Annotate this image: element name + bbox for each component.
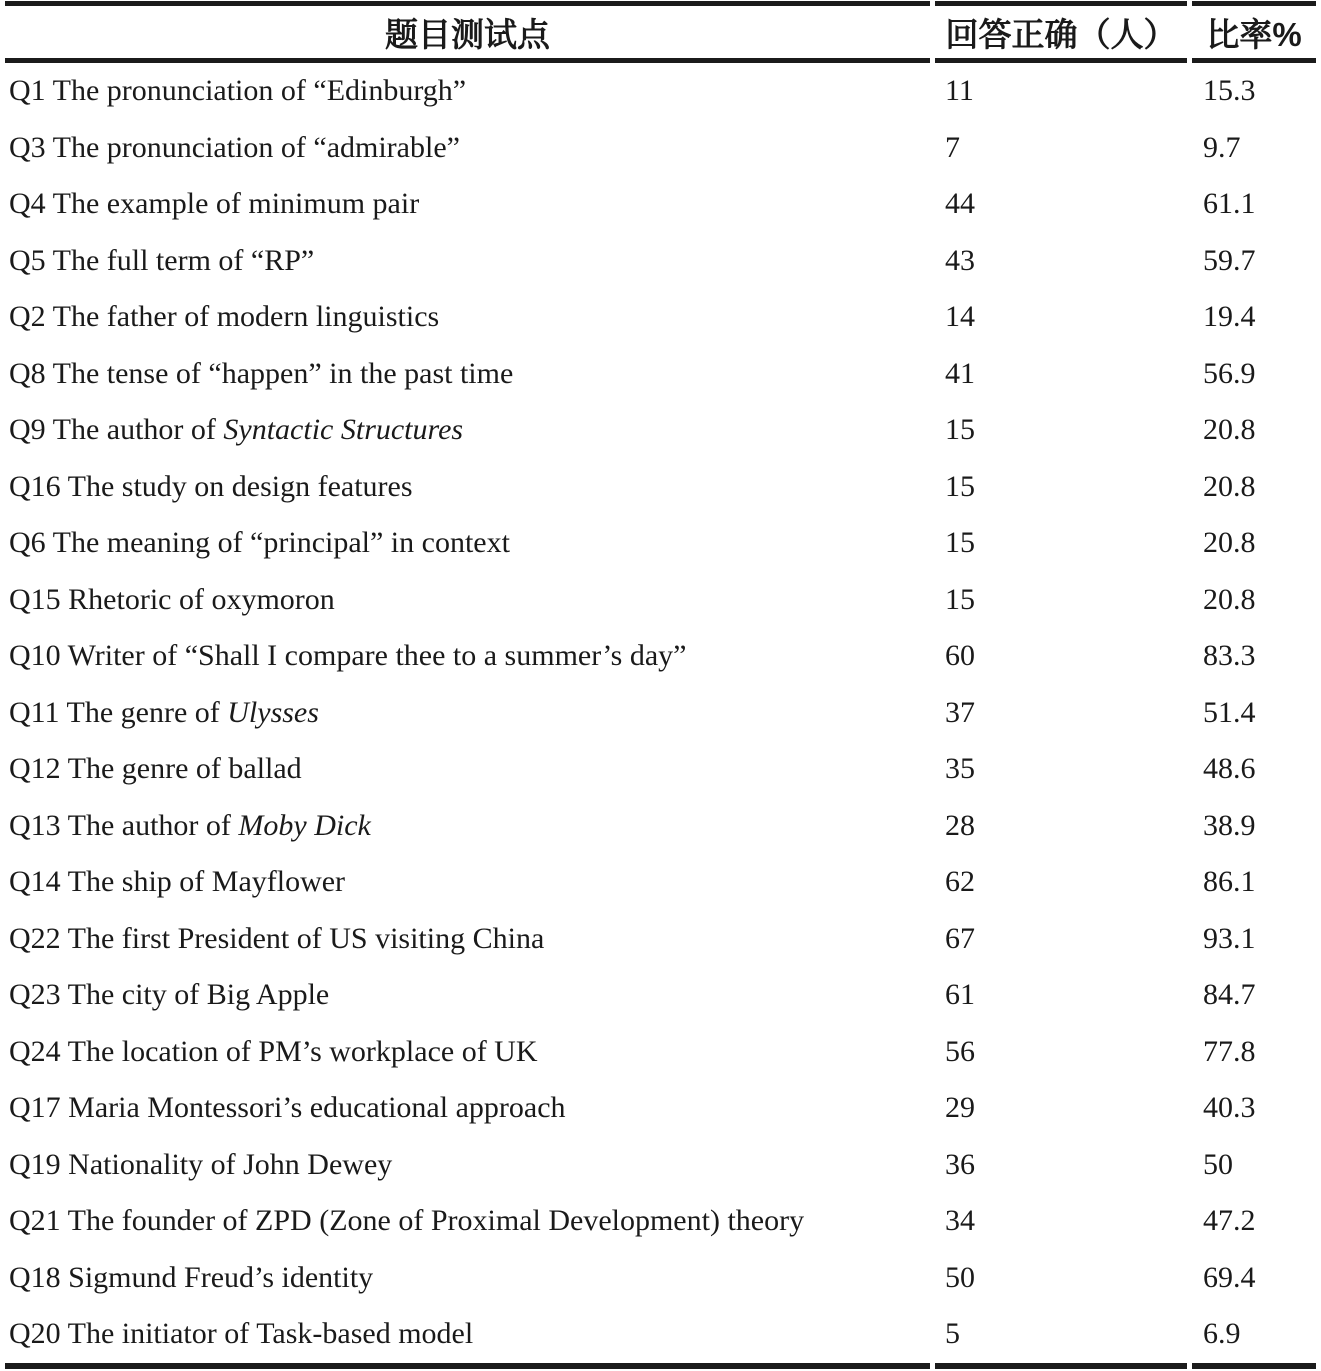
table-row: [5, 1193, 1316, 1250]
table-row: [5, 515, 1316, 572]
question-cell: [5, 176, 930, 233]
table-row: [5, 741, 1316, 798]
rate-cell: 48.6: [1203, 752, 1256, 786]
question-cell: [5, 1306, 930, 1369]
question-text: Q11 The genre of: [9, 695, 228, 729]
table-row: [5, 798, 1316, 855]
question-text: Q4 The example of minimum pair: [9, 187, 420, 221]
question-text: Q21 The founder of ZPD (Zone of Proximal Development) theory: [9, 1204, 805, 1238]
correct-count-cell: 67: [945, 921, 975, 955]
table-row: [5, 685, 1316, 742]
table-row: [5, 628, 1316, 685]
correct-count-cell: 41: [945, 356, 975, 390]
table-row: [5, 1250, 1316, 1307]
question-cell: [5, 628, 930, 685]
table-row: [5, 854, 1316, 911]
col-header-question: 题目测试点: [5, 1, 930, 63]
rate-cell: 61.1: [1203, 187, 1256, 221]
rate-cell: 93.1: [1203, 921, 1256, 955]
question-cell: [5, 233, 930, 290]
correct-count-cell: 43: [945, 243, 975, 277]
question-text: Q22 The first President of US visiting China: [9, 921, 545, 955]
header-row: [5, 1, 1316, 63]
question-text: Q12 The genre of ballad: [9, 752, 302, 786]
table-row: [5, 233, 1316, 290]
table-row: [5, 402, 1316, 459]
table-row: [5, 346, 1316, 403]
table-header: [5, 1, 1316, 63]
question-title-italic: Ulysses: [227, 695, 319, 729]
question-cell: [5, 741, 930, 798]
question-text: Q13 The author of: [9, 808, 239, 842]
rate-cell: 19.4: [1203, 300, 1256, 334]
rate-cell: 56.9: [1203, 356, 1256, 390]
question-cell: [5, 1137, 930, 1194]
question-cell: [5, 685, 930, 742]
table-row: [5, 1080, 1316, 1137]
question-cell: [5, 346, 930, 403]
correct-count-cell: 62: [945, 865, 975, 899]
rate-cell: 9.7: [1203, 130, 1241, 164]
question-cell: [5, 572, 930, 629]
correct-count-cell: 37: [945, 695, 975, 729]
correct-count-cell: 11: [945, 74, 974, 108]
question-cell: [5, 1024, 930, 1081]
table-row: [5, 1024, 1316, 1081]
table-row: [5, 176, 1316, 233]
question-cell: [5, 459, 930, 516]
rate-cell: 51.4: [1203, 695, 1256, 729]
results-table: [0, 1, 1321, 1369]
correct-count-cell: 15: [945, 469, 975, 503]
question-text: Q2 The father of modern linguistics: [9, 300, 440, 334]
question-cell: [5, 120, 930, 177]
rate-cell: 20.8: [1203, 582, 1256, 616]
question-cell: [5, 289, 930, 346]
correct-count-cell: 28: [945, 808, 975, 842]
correct-count-cell: 29: [945, 1091, 975, 1125]
question-cell: [5, 1080, 930, 1137]
table-body: [5, 63, 1316, 1369]
question-text: Q20 The initiator of Task-based model: [9, 1317, 474, 1351]
correct-count-cell: 15: [945, 526, 975, 560]
table-row: [5, 967, 1316, 1024]
table-row: [5, 911, 1316, 968]
rate-cell: 59.7: [1203, 243, 1256, 277]
rate-cell: 20.8: [1203, 413, 1256, 447]
table-row: [5, 1306, 1316, 1369]
question-text: Q15 Rhetoric of oxymoron: [9, 582, 335, 616]
rate-cell: 69.4: [1203, 1260, 1256, 1294]
question-text: Q16 The study on design features: [9, 469, 413, 503]
correct-count-cell: 15: [945, 413, 975, 447]
table-row: [5, 289, 1316, 346]
question-text: Q8 The tense of “happen” in the past time: [9, 356, 514, 390]
correct-count-cell: 50: [945, 1260, 975, 1294]
correct-count-cell: 56: [945, 1034, 975, 1068]
question-text: Q23 The city of Big Apple: [9, 978, 330, 1012]
rate-cell: 40.3: [1203, 1091, 1256, 1125]
question-cell: [5, 911, 930, 968]
table-row: [5, 572, 1316, 629]
question-cell: [5, 63, 930, 120]
question-text: Q6 The meaning of “principal” in context: [9, 526, 510, 560]
rate-cell: 20.8: [1203, 526, 1256, 560]
question-text: Q17 Maria Montessori’s educational approach: [9, 1091, 566, 1125]
question-cell: [5, 1193, 930, 1250]
question-text: Q10 Writer of “Shall I compare thee to a summer’s day”: [9, 639, 687, 673]
table-row: [5, 459, 1316, 516]
table-row: [5, 1137, 1316, 1194]
correct-count-cell: 61: [945, 978, 975, 1012]
table-row: [5, 120, 1316, 177]
rate-cell: 83.3: [1203, 639, 1256, 673]
rate-cell: 47.2: [1203, 1204, 1256, 1238]
correct-count-cell: 35: [945, 752, 975, 786]
question-text: Q19 Nationality of John Dewey: [9, 1147, 393, 1181]
question-cell: [5, 798, 930, 855]
correct-count-cell: 14: [945, 300, 975, 334]
correct-count-cell: 36: [945, 1147, 975, 1181]
col-header-correct-count: 回答正确（人）: [935, 1, 1187, 63]
question-cell: [5, 854, 930, 911]
rate-cell: 84.7: [1203, 978, 1256, 1012]
question-cell: [5, 515, 930, 572]
correct-count-cell: 5: [935, 1306, 1187, 1369]
question-text: Q1 The pronunciation of “Edinburgh”: [9, 74, 467, 108]
question-text: Q18 Sigmund Freud’s identity: [9, 1260, 374, 1294]
correct-count-cell: 44: [945, 187, 975, 221]
correct-count-cell: 15: [945, 582, 975, 616]
question-title-italic: Moby Dick: [238, 808, 371, 842]
question-text: Q14 The ship of Mayflower: [9, 865, 346, 899]
rate-cell: 15.3: [1203, 74, 1256, 108]
question-text: Q9 The author of: [9, 413, 224, 447]
correct-count-cell: 60: [945, 639, 975, 673]
rate-cell: 38.9: [1203, 808, 1256, 842]
question-cell: [5, 967, 930, 1024]
rate-cell: 50: [1203, 1147, 1233, 1181]
correct-count-cell: 7: [945, 130, 960, 164]
rate-cell: 77.8: [1203, 1034, 1256, 1068]
rate-cell: 20.8: [1203, 469, 1256, 503]
col-header-rate: 比率%: [1192, 1, 1316, 63]
rate-cell: 6.9: [1192, 1306, 1316, 1369]
correct-count-cell: 34: [945, 1204, 975, 1238]
question-cell: [5, 402, 930, 459]
question-text: Q24 The location of PM’s workplace of UK: [9, 1034, 538, 1068]
question-cell: [5, 1250, 930, 1307]
question-title-italic: Syntactic Structures: [223, 413, 464, 447]
table-row: [5, 63, 1316, 120]
question-text: Q5 The full term of “RP”: [9, 243, 315, 277]
rate-cell: 86.1: [1203, 865, 1256, 899]
question-text: Q3 The pronunciation of “admirable”: [9, 130, 460, 164]
